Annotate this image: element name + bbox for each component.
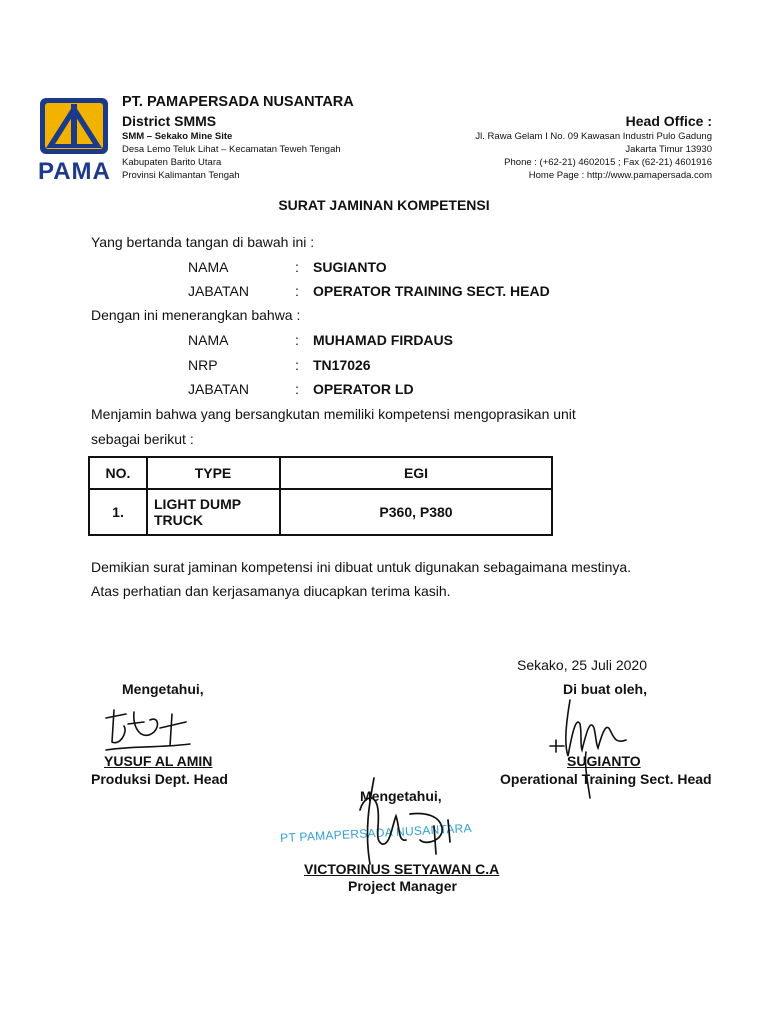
pama-logo-icon — [38, 96, 110, 156]
address-line: Desa Lemo Teluk Lihat – Kecamatan Teweh Tengah — [122, 144, 341, 155]
row-egi: P360, P380 — [280, 489, 552, 535]
colon: : — [295, 357, 299, 373]
right-sign-label: Di buat oleh, — [563, 681, 647, 697]
company-stamp: PT PAMAPERSADA NUSANTARA — [279, 820, 473, 846]
signer-nama-label: NAMA — [188, 259, 229, 275]
head-office-line: Jl. Rawa Gelam I No. 09 Kawasan Industri Pulo Gadung — [475, 131, 712, 142]
employee-nama-label: NAMA — [188, 332, 229, 348]
signer-jabatan-label: JABATAN — [188, 283, 249, 299]
row-type-line: TRUCK — [154, 512, 203, 528]
closing-text: Demikian surat jaminan kompetensi ini dibuat untuk digunakan sebagaimana mestinya. — [91, 559, 632, 575]
head-office-line: Jakarta Timur 13930 — [625, 144, 712, 155]
address-line: Kabupaten Barito Utara — [122, 157, 222, 168]
employee-jabatan-label: JABATAN — [188, 381, 249, 397]
right-signature-icon — [546, 694, 646, 804]
company-name: PT. PAMAPERSADA NUSANTARA — [122, 94, 354, 110]
center-sign-label: Mengetahui, — [360, 788, 442, 804]
column-header: NO. — [89, 457, 147, 489]
company-logo — [38, 96, 110, 156]
employee-jabatan-value: OPERATOR LD — [313, 381, 414, 397]
intro-text: Yang bertanda tangan di bawah ini : — [91, 234, 315, 250]
place-date: Sekako, 25 Juli 2020 — [517, 657, 647, 673]
unit-table — [88, 456, 553, 536]
employee-nrp-value: TN17026 — [313, 357, 371, 373]
left-signer-position: Produksi Dept. Head — [91, 771, 228, 787]
signer-jabatan-value: OPERATOR TRAINING SECT. HEAD — [313, 283, 550, 299]
site-name: SMM – Sekako Mine Site — [122, 131, 233, 142]
statement-text: sebagai berikut : — [91, 431, 194, 447]
colon: : — [295, 259, 299, 275]
head-office-title: Head Office : — [625, 113, 712, 129]
right-signer-name: SUGIANTO — [567, 753, 641, 769]
row-type-line: LIGHT DUMP — [154, 496, 242, 512]
employee-nrp-label: NRP — [188, 357, 218, 373]
intro-text: Dengan ini menerangkan bahwa : — [91, 307, 301, 323]
signer-nama-value: SUGIANTO — [313, 259, 387, 275]
colon: : — [295, 332, 299, 348]
center-signer-position: Project Manager — [348, 878, 457, 894]
center-signer-name: VICTORINUS SETYAWAN C.A — [304, 861, 500, 877]
district-name: District SMMS — [122, 113, 217, 129]
left-signature-icon — [98, 702, 198, 758]
row-number: 1. — [89, 489, 147, 535]
table-row — [89, 489, 552, 535]
employee-nama-value: MUHAMAD FIRDAUS — [313, 332, 453, 348]
center-signature-icon — [330, 770, 480, 870]
closing-text: Atas perhatian dan kerjasamanya diucapkan terima kasih. — [91, 583, 451, 599]
left-signer-name: YUSUF AL AMIN — [104, 753, 213, 769]
statement-text: Menjamin bahwa yang bersangkutan memiliki kompetensi mengoprasikan unit — [91, 406, 576, 422]
colon: : — [295, 381, 299, 397]
right-signer-position: Operational Training Sect. Head — [500, 771, 712, 787]
head-office-line: Phone : (+62-21) 4602015 ; Fax (62-21) 4601916 — [504, 157, 712, 168]
left-sign-label: Mengetahui, — [122, 681, 204, 697]
column-header: EGI — [280, 457, 552, 489]
table-header-row — [89, 457, 552, 489]
address-line: Provinsi Kalimantan Tengah — [122, 170, 240, 181]
logo-text: PAMA — [38, 158, 111, 185]
head-office-line: Home Page : http://www.pamapersada.com — [528, 170, 712, 181]
row-type — [147, 489, 280, 535]
column-header: TYPE — [147, 457, 280, 489]
colon: : — [295, 283, 299, 299]
document-title: SURAT JAMINAN KOMPETENSI — [278, 197, 490, 213]
